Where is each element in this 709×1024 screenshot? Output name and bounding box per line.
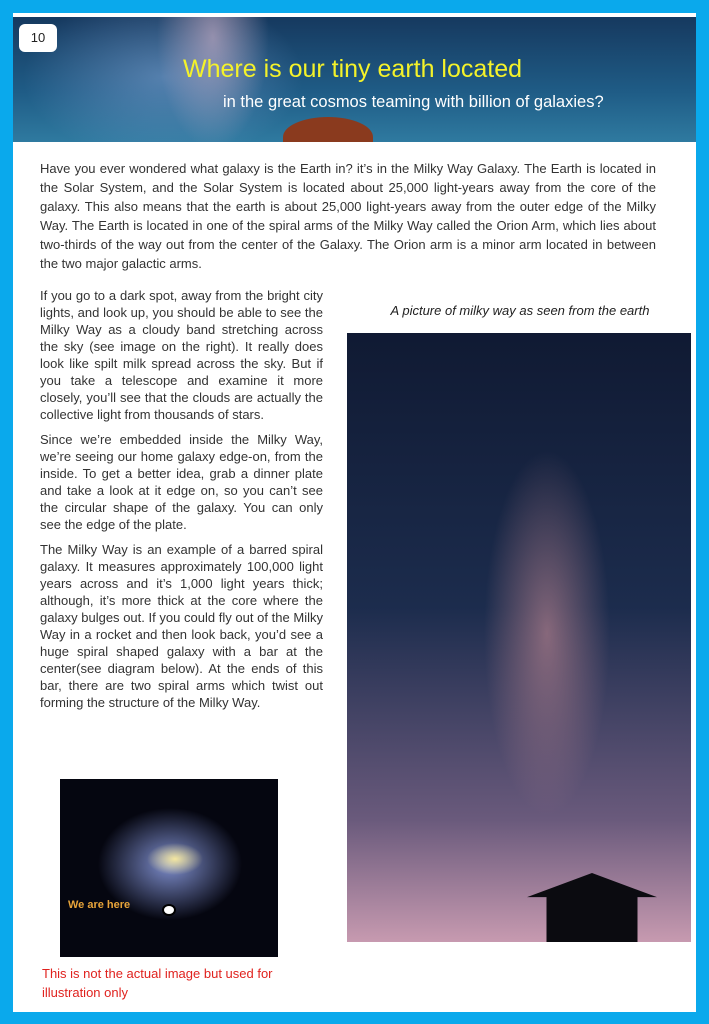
illustration-note: This is not the actual image but used for illustration only	[42, 966, 273, 1000]
intro-paragraph: Have you ever wondered what galaxy is the Earth in? it’s in the Milky Way Galaxy. The Earth is located in the Solar System, and the Solar System is located about 25,000 light-years away from the core of the galaxy. This also means that the earth is about 25,000 light-years away from the outer edge of the Milky Way. The Earth is located in one of the spiral arms of the Milky Way called the Orion Arm, which lies about two-thirds of the way out from the center of the Galaxy. The Orion arm is a minor arm located in between the two major galactic arms.	[40, 161, 656, 271]
we-are-here-label: We are here	[68, 899, 131, 911]
galaxy-diagram	[60, 779, 278, 957]
page-number: 10	[19, 24, 57, 52]
paragraph: Since we’re embedded inside the Milky Way, we’re seeing our home galaxy edge-on, from the inside. To get a better idea, grab a dinner plate and take a look at it edge on, so you can’t see the circular shape of the galaxy. You can only see the edge of the plate.	[40, 432, 323, 532]
rock-silhouette	[283, 117, 373, 142]
paragraph: The Milky Way is an example of a barred spiral galaxy. It measures approximately 100,000 light years across and it’s 1,000 light years thick; although, it’s more thick at the core where the galaxy bulges out. If you could fly out of the Milky Way in a rocket and then look back, you’d see a huge spiral shaped galaxy with a bar at the center(see diagram below). At the ends of this bar, there are two spiral arms which twist out forming the structure of the Milky Way.	[40, 542, 323, 710]
photo-caption: A picture of milky way as seen from the earth	[390, 303, 650, 318]
paragraph: If you go to a dark spot, away from the bright city lights, and look up, you should be able to see the Milky Way as a cloudy band stretching across the sky (see image on the right). It really does look like spilt milk spread across the sky. But if you take a telescope and examine it more closely, you’ll see that the clouds are actually the collective light from thousands of stars.	[40, 288, 323, 422]
pagoda-silhouette	[527, 873, 657, 942]
left-column	[40, 287, 323, 719]
page	[13, 13, 696, 1012]
location-marker-icon	[162, 904, 176, 916]
milky-way-photo	[347, 333, 691, 942]
page-subtitle: in the great cosmos teaming with billion of galaxies?	[223, 93, 604, 111]
header-banner	[13, 17, 696, 142]
page-title: Where is our tiny earth located	[183, 55, 523, 83]
